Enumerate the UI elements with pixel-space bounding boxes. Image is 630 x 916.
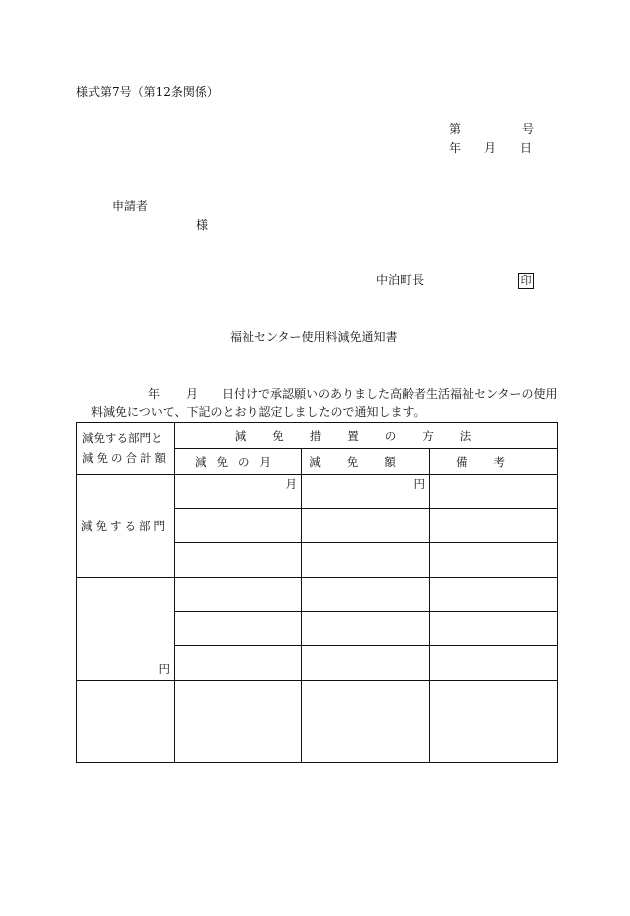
col-header-remarks: 備考 <box>430 449 558 475</box>
amount-cell[interactable] <box>302 509 430 543</box>
remarks-cell[interactable] <box>430 509 558 543</box>
table-row <box>77 475 558 509</box>
month-cell[interactable] <box>175 578 302 612</box>
date-year: 年 <box>449 141 462 155</box>
date-day: 日 <box>520 141 533 155</box>
header-department-line: 減免する部門と <box>82 430 163 445</box>
amount-cell[interactable] <box>302 646 430 681</box>
issuer-title: 中泊町長 <box>376 273 425 287</box>
header-department-total <box>77 423 175 475</box>
month-cell[interactable] <box>175 646 302 681</box>
amount-cell[interactable] <box>302 612 430 646</box>
seal-mark: 印 <box>518 273 534 289</box>
doc-number-suffix: 号 <box>522 122 535 136</box>
reduction-table <box>76 422 558 763</box>
body-line-2: 料減免について、下記のとおり認定しましたので通知します。 <box>91 405 426 419</box>
applicant-label: 申請者 <box>112 199 149 213</box>
section-label-cell: 減免する部門 <box>77 475 175 578</box>
table-row <box>77 681 558 763</box>
remarks-cell[interactable] <box>430 543 558 578</box>
document-title: 福祉センター使用料減免通知書 <box>230 330 398 344</box>
body-line-1: 日付けで承認願いのありました高齢者生活福祉センターの使用 <box>222 387 558 401</box>
table-row <box>77 578 558 612</box>
month-unit[interactable]: 月 <box>175 475 302 509</box>
col-header-amount: 減免額 <box>302 449 430 475</box>
header-total-line: 減免の合計額 <box>82 450 169 465</box>
header-method: 減免措置の方法 <box>175 423 558 449</box>
department-cell[interactable] <box>77 681 175 763</box>
amount-cell[interactable] <box>302 578 430 612</box>
month-cell[interactable] <box>175 509 302 543</box>
honorific-sama: 様 <box>196 218 209 232</box>
form-number: 様式第7号（第12条関係） <box>76 85 219 99</box>
remarks-cell[interactable] <box>430 681 558 763</box>
date-month: 月 <box>484 141 497 155</box>
amount-cell[interactable] <box>302 681 430 763</box>
yen-unit[interactable]: 円 <box>302 475 430 509</box>
amount-cell[interactable] <box>302 543 430 578</box>
remarks-cell[interactable] <box>430 578 558 612</box>
body-month: 月 <box>186 387 199 401</box>
month-cell[interactable] <box>175 681 302 763</box>
doc-number-prefix: 第 <box>449 122 462 136</box>
body-year: 年 <box>148 387 161 401</box>
month-cell[interactable] <box>175 543 302 578</box>
remarks-cell[interactable] <box>430 475 558 509</box>
remarks-cell[interactable] <box>430 612 558 646</box>
month-cell[interactable] <box>175 612 302 646</box>
total-yen-cell[interactable]: 円 <box>77 578 175 681</box>
remarks-cell[interactable] <box>430 646 558 681</box>
col-header-month: 減免の月 <box>175 449 302 475</box>
